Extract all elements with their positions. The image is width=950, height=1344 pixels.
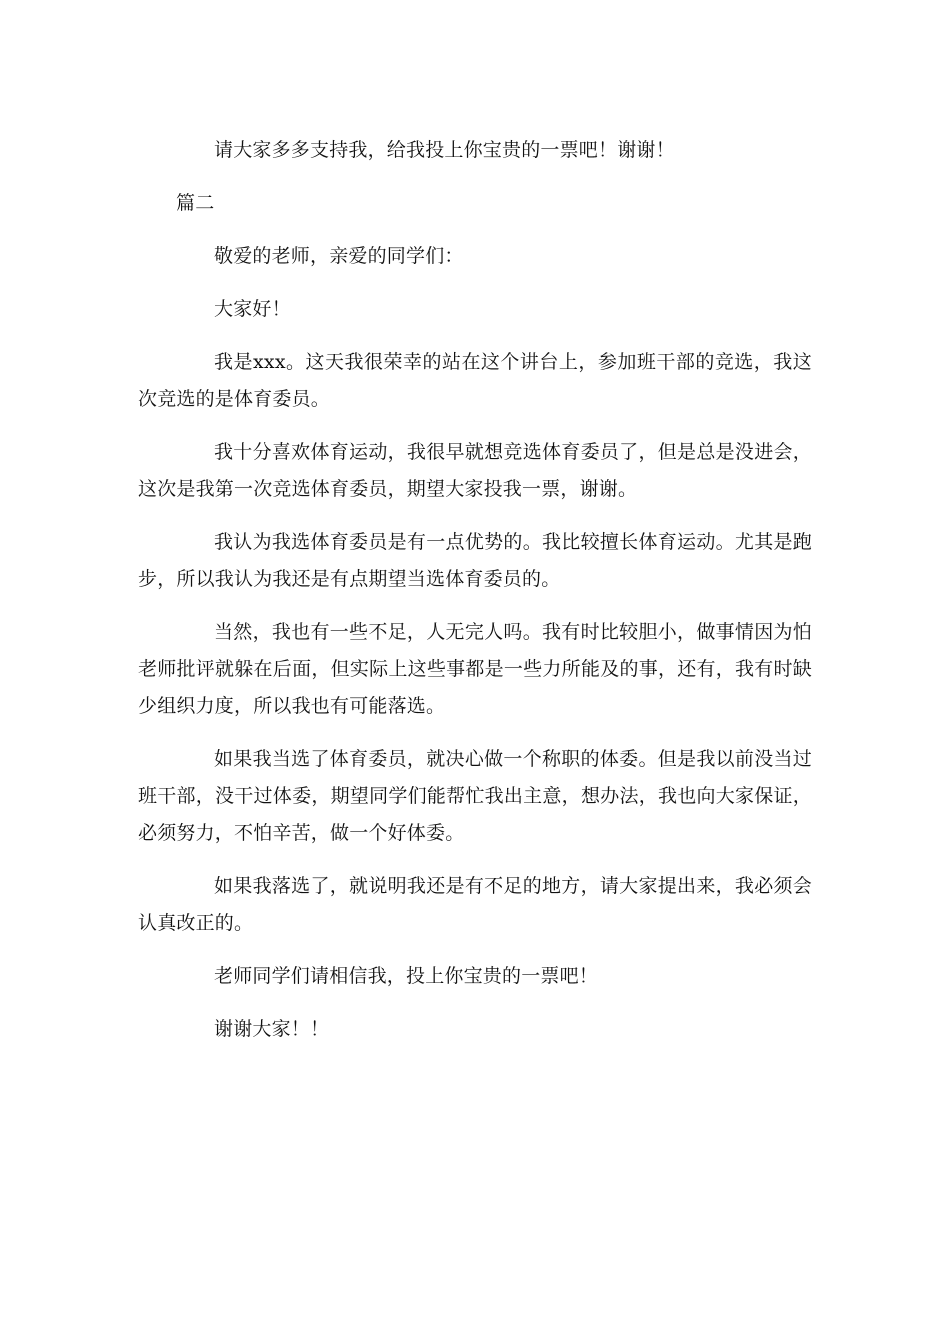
body-paragraph: 如果我当选了体育委员，就决心做一个称职的体委。但是我以前没当过班干部，没干过体委，期望同学们能帮忙我出主意，想办法，我也向大家保证，必须努力，不怕辛苦，做一个好体委。 (138, 748, 812, 844)
body-paragraph: 我十分喜欢体育运动，我很早就想竞选体育委员了，但是总是没进会，这次是我第一次竞选体育委员，期望大家投我一票，谢谢。 (138, 441, 812, 500)
section-title: 篇二 (176, 192, 215, 214)
closing-paragraph: 老师同学们请相信我，投上你宝贵的一票吧！ (214, 965, 599, 987)
document-body (138, 132, 812, 1064)
body-paragraph: 我认为我选体育委员是有一点优势的。我比较擅长体育运动。尤其是跑步，所以我认为我还是有点期望当选体育委员的。 (138, 531, 812, 590)
intro-paragraph: 请大家多多支持我，给我投上你宝贵的一票吧！谢谢！ (214, 139, 675, 161)
salutation-paragraph: 敬爱的老师，亲爱的同学们： (214, 245, 464, 267)
body-paragraph: 如果我落选了，就说明我还是有不足的地方，请大家提出来，我必须会认真改正的。 (138, 875, 812, 934)
body-paragraph: 当然，我也有一些不足，人无完人吗。我有时比较胆小，做事情因为怕老师批评就躲在后面，但实际上这些事都是一些力所能及的事，还有，我有时缺少组织力度，所以我也有可能落选。 (138, 621, 812, 717)
greeting-paragraph: 大家好！ (214, 298, 291, 320)
body-paragraph: 我是xxx。这天我很荣幸的站在这个讲台上，参加班干部的竞选，我这次竞选的是体育委员。 (138, 351, 812, 410)
thanks-paragraph: 谢谢大家！！ (214, 1018, 330, 1040)
